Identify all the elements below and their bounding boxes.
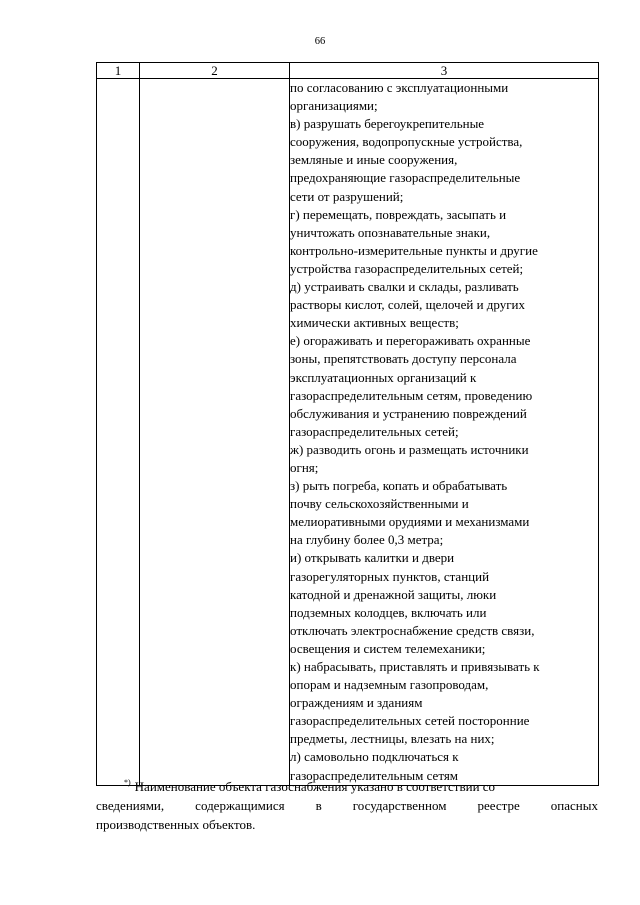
text-line: з) рыть погреба, копать и обрабатывать xyxy=(290,478,508,494)
text-line: газораспределительных сетей; xyxy=(290,423,459,439)
text-line: опорам и надземным газопроводам, xyxy=(290,677,489,693)
footnote-line-3: производственных объектов. xyxy=(96,817,256,832)
text-line: сооружения, водопропускные устройства, xyxy=(290,134,523,150)
table-cell-col-3 xyxy=(290,79,599,786)
text-line: катодной и дренажной защиты, люки xyxy=(290,586,497,602)
document-table xyxy=(96,62,599,786)
table-header-col-1: 1 xyxy=(97,63,140,79)
text-line: л) самовольно подключаться к xyxy=(290,749,459,765)
text-line: обслуживания и устранению повреждений xyxy=(290,405,527,421)
table-cell-col-2 xyxy=(140,79,290,786)
table-header-col-2: 2 xyxy=(140,63,290,79)
text-line: сети от разрушений; xyxy=(290,188,404,204)
text-line: газораспределительным сетям, проведению xyxy=(290,387,533,403)
text-line: е) огораживать и перегораживать охранные xyxy=(290,333,531,349)
text-line: организациями; xyxy=(290,98,378,114)
text-line: химически активных веществ; xyxy=(290,315,459,331)
footnote-word: содержащимися xyxy=(195,798,285,813)
text-line: газораспределительным сетям xyxy=(290,767,459,783)
text-line: земляные и иные сооружения, xyxy=(290,152,458,168)
text-line: почву сельскохозяйственными и xyxy=(290,496,469,512)
footnote-line-1 xyxy=(96,773,598,796)
table-header-row xyxy=(97,63,599,79)
text-line: освещения и систем телемеханики; xyxy=(290,640,486,656)
footnote-text-1: Наименование объекта газоснабжения указано в соответствии со xyxy=(134,779,496,794)
text-line: по согласованию с эксплуатационными xyxy=(290,80,509,95)
table-row xyxy=(97,79,599,786)
footnote-line-2 xyxy=(96,796,598,815)
table-cell-col-1 xyxy=(97,79,140,786)
text-line: д) устраивать свалки и склады, разливать xyxy=(290,279,519,295)
text-line: и) открывать калитки и двери xyxy=(290,550,455,566)
text-line: зоны, препятствовать доступу персонала xyxy=(290,351,517,367)
page-number: 66 xyxy=(314,36,326,47)
text-line: предметы, лестницы, влезать на них; xyxy=(290,731,495,747)
text-line: уничтожать опознавательные знаки, xyxy=(290,224,491,240)
footnote-marker: *) xyxy=(124,778,131,787)
text-line: г) перемещать, повреждать, засыпать и xyxy=(290,206,507,222)
footnote-word: сведениями, xyxy=(96,798,165,813)
text-line: контрольно-измерительные пункты и другие xyxy=(290,242,538,258)
footnote-word: государственном xyxy=(352,798,447,813)
text-line: растворы кислот, солей, щелочей и других xyxy=(290,297,526,313)
text-line: огня; xyxy=(290,459,319,475)
table-header-col-3: 3 xyxy=(290,63,599,79)
text-line: на глубину более 0,3 метра; xyxy=(290,532,444,548)
text-line: ж) разводить огонь и размещать источники xyxy=(290,441,529,457)
text-line: подземных колодцев, включать или xyxy=(290,604,487,620)
footnote-word: реестре xyxy=(477,798,520,813)
text-line: мелиоративными орудиями и механизмами xyxy=(290,514,530,530)
text-line: в) разрушать берегоукрепительные xyxy=(290,116,485,132)
footnote xyxy=(96,773,598,834)
text-line: предохраняющие газораспределительные xyxy=(290,170,521,186)
text-line: газорегуляторных пунктов, станций xyxy=(290,568,490,584)
footnote-word: в xyxy=(315,798,322,813)
text-line: к) набрасывать, приставлять и привязывать к xyxy=(290,659,540,674)
text-line: газораспределительных сетей посторонние xyxy=(290,713,530,729)
text-line: ограждениям и зданиям xyxy=(290,695,423,711)
text-line: устройства газораспределительных сетей; xyxy=(290,260,524,276)
text-line: эксплуатационных организаций к xyxy=(290,369,477,385)
footnote-word: опасных xyxy=(550,798,598,813)
text-line: отключать электроснабжение средств связи, xyxy=(290,622,535,638)
